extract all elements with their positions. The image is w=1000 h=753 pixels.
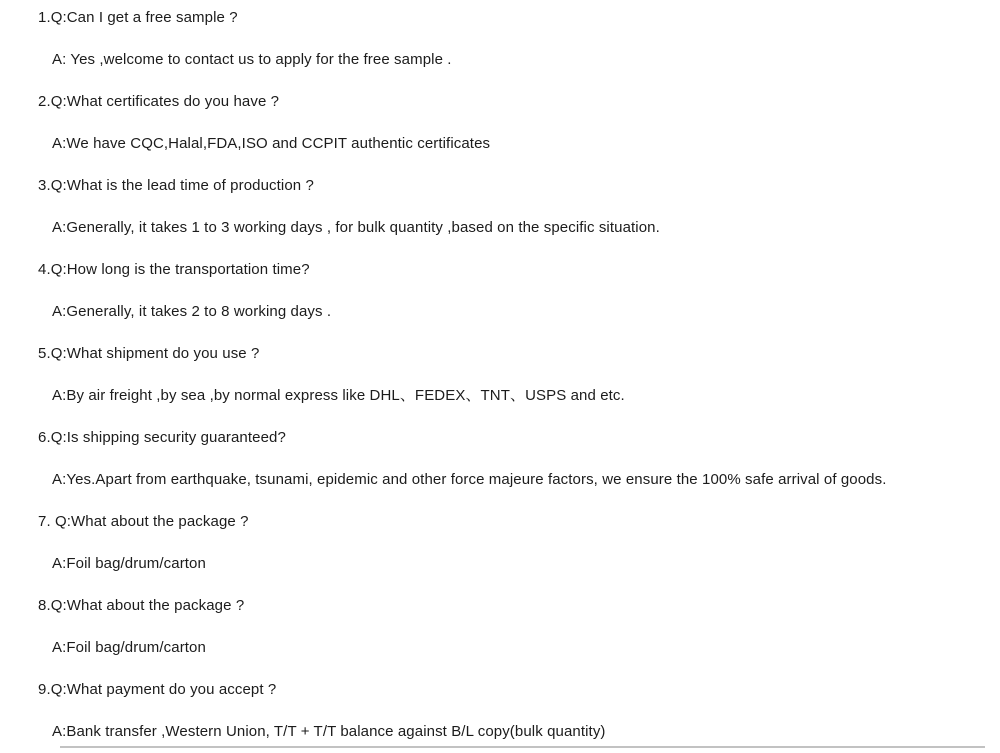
faq-item	[0, 249, 1000, 333]
faq-question: 9.Q:What payment do you accept ?	[38, 681, 277, 698]
faq-question: 4.Q:How long is the transportation time?	[38, 261, 310, 278]
faq-item	[0, 165, 1000, 249]
faq-question: 8.Q:What about the package ?	[38, 597, 245, 614]
faq-item	[0, 0, 1000, 81]
faq-answer: A:Generally, it takes 1 to 3 working days , for bulk quantity ,based on the specific situation.	[52, 219, 660, 236]
cutoff-content-line	[60, 746, 985, 748]
faq-item	[0, 669, 1000, 753]
faq-answer: A:Generally, it takes 2 to 8 working days .	[52, 303, 332, 320]
faq-question: 3.Q:What is the lead time of production ?	[38, 177, 314, 194]
faq-question: 1.Q:Can I get a free sample ?	[38, 9, 238, 26]
faq-item	[0, 333, 1000, 417]
faq-answer: A:Foil bag/drum/carton	[52, 555, 206, 572]
faq-question: 6.Q:Is shipping security guaranteed?	[38, 429, 286, 446]
faq-answer: A: Yes ,welcome to contact us to apply for the free sample .	[52, 51, 452, 68]
faq-item	[0, 501, 1000, 585]
faq-item	[0, 81, 1000, 165]
faq-answer: A:By air freight ,by sea ,by normal express like DHL、FEDEX、TNT、USPS and etc.	[52, 387, 625, 404]
faq-item	[0, 585, 1000, 669]
faq-answer: A:Bank transfer ,Western Union, T/T + T/T balance against B/L copy(bulk quantity)	[52, 723, 606, 740]
faq-item	[0, 417, 1000, 501]
faq-question: 5.Q:What shipment do you use ?	[38, 345, 260, 362]
faq-question: 2.Q:What certificates do you have ?	[38, 93, 280, 110]
faq-answer: A:Yes.Apart from earthquake, tsunami, epidemic and other force majeure factors, we ensure the 100% safe arrival of goods.	[52, 471, 887, 488]
faq-question: 7. Q:What about the package ?	[38, 513, 249, 530]
faq-answer: A:We have CQC,Halal,FDA,ISO and CCPIT authentic certificates	[52, 135, 491, 152]
faq-answer: A:Foil bag/drum/carton	[52, 639, 206, 656]
